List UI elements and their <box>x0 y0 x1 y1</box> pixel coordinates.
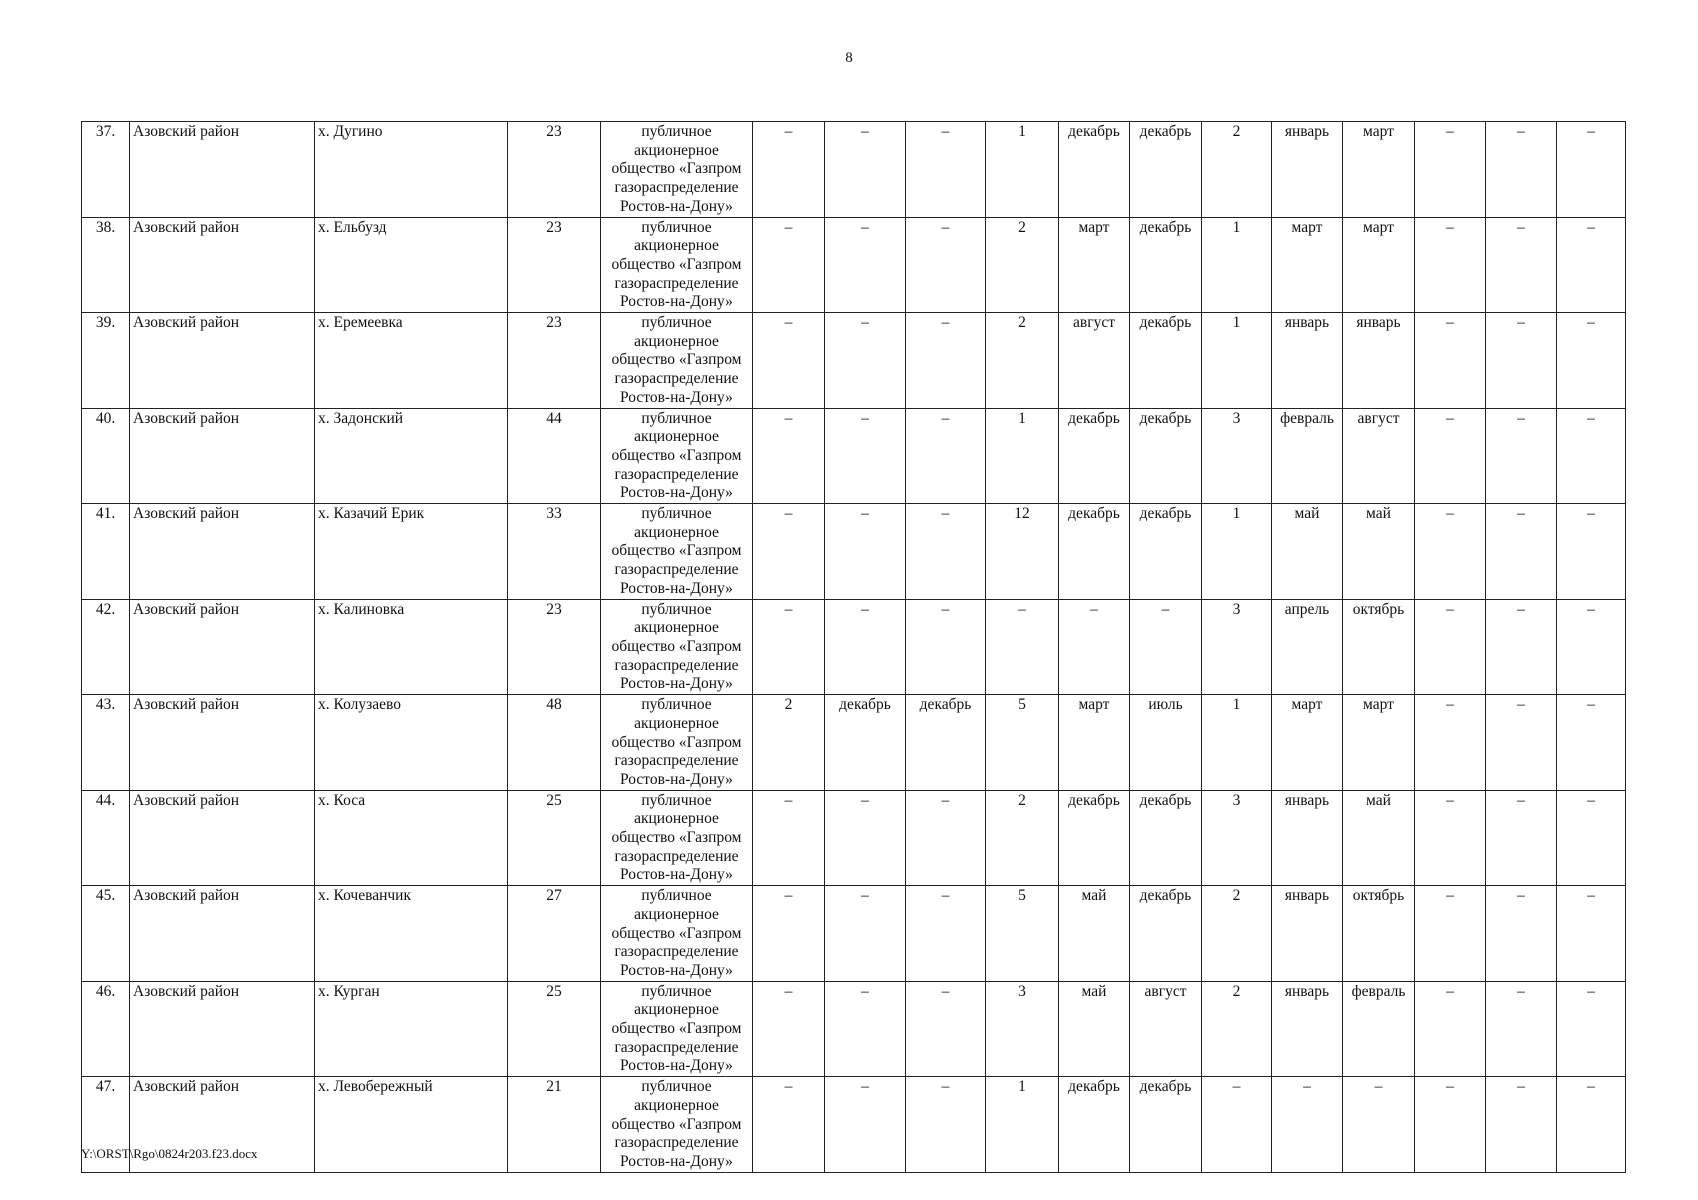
cell-district: Азовский район <box>130 217 315 313</box>
cell-a1: – <box>753 886 825 982</box>
cell-d1: – <box>1415 504 1486 600</box>
cell-b3: декабрь <box>1130 790 1202 886</box>
cell-b1: 2 <box>986 313 1059 409</box>
cell-c3: – <box>1343 1077 1415 1173</box>
cell-b2: август <box>1059 313 1130 409</box>
cell-district: Азовский район <box>130 122 315 218</box>
cell-c1: 1 <box>1202 217 1272 313</box>
cell-c2: январь <box>1272 122 1343 218</box>
table-row <box>82 886 1626 982</box>
cell-b2: декабрь <box>1059 408 1130 504</box>
cell-d1: – <box>1415 408 1486 504</box>
cell-d1: – <box>1415 981 1486 1077</box>
cell-a1: – <box>753 599 825 695</box>
cell-b1: – <box>986 599 1059 695</box>
cell-d2: – <box>1486 313 1557 409</box>
cell-d1: – <box>1415 1077 1486 1173</box>
cell-a1: – <box>753 217 825 313</box>
cell-a3: декабрь <box>906 695 986 791</box>
cell-c1: 2 <box>1202 122 1272 218</box>
cell-d3: – <box>1557 313 1626 409</box>
cell-d2: – <box>1486 217 1557 313</box>
cell-a2: – <box>825 599 906 695</box>
cell-a3: – <box>906 313 986 409</box>
cell-c3: май <box>1343 504 1415 600</box>
cell-b1: 5 <box>986 886 1059 982</box>
cell-locality: х. Колузаево <box>315 695 508 791</box>
cell-c3: октябрь <box>1343 599 1415 695</box>
cell-district: Азовский район <box>130 981 315 1077</box>
cell-d3: – <box>1557 981 1626 1077</box>
cell-b2: декабрь <box>1059 504 1130 600</box>
footer-file-path: Y:\ORST\Rgo\0824r203.f23.docx <box>81 1146 258 1161</box>
cell-c3: март <box>1343 217 1415 313</box>
cell-locality: х. Кочеванчик <box>315 886 508 982</box>
cell-c3: май <box>1343 790 1415 886</box>
cell-c3: март <box>1343 122 1415 218</box>
cell-organization: публичное акционерное общество «Газпром газораспределение Ростов-на-Дону» <box>601 217 753 313</box>
cell-b1: 12 <box>986 504 1059 600</box>
cell-c2: – <box>1272 1077 1343 1173</box>
cell-d3: – <box>1557 790 1626 886</box>
cell-c1: 3 <box>1202 408 1272 504</box>
cell-organization: публичное акционерное общество «Газпром газораспределение Ростов-на-Дону» <box>601 1077 753 1173</box>
cell-row-number: 44. <box>82 790 130 886</box>
cell-count: 23 <box>508 217 601 313</box>
cell-a1: – <box>753 790 825 886</box>
cell-count: 23 <box>508 313 601 409</box>
cell-a2: – <box>825 1077 906 1173</box>
cell-b3: декабрь <box>1130 408 1202 504</box>
cell-locality: х. Ельбузд <box>315 217 508 313</box>
cell-locality: х. Курган <box>315 981 508 1077</box>
table-row <box>82 695 1626 791</box>
cell-b3: декабрь <box>1130 1077 1202 1173</box>
cell-b1: 2 <box>986 217 1059 313</box>
cell-row-number: 38. <box>82 217 130 313</box>
cell-a3: – <box>906 408 986 504</box>
cell-d3: – <box>1557 599 1626 695</box>
cell-c1: 1 <box>1202 313 1272 409</box>
cell-b2: декабрь <box>1059 122 1130 218</box>
cell-district: Азовский район <box>130 504 315 600</box>
cell-b3: декабрь <box>1130 217 1202 313</box>
cell-d2: – <box>1486 504 1557 600</box>
cell-a2: – <box>825 122 906 218</box>
cell-locality: х. Казачий Ерик <box>315 504 508 600</box>
cell-b1: 2 <box>986 790 1059 886</box>
cell-a2: декабрь <box>825 695 906 791</box>
cell-d1: – <box>1415 790 1486 886</box>
cell-d3: – <box>1557 122 1626 218</box>
table-row <box>82 504 1626 600</box>
cell-c1: 1 <box>1202 695 1272 791</box>
cell-c2: март <box>1272 217 1343 313</box>
cell-d3: – <box>1557 408 1626 504</box>
cell-b2: март <box>1059 695 1130 791</box>
cell-d2: – <box>1486 886 1557 982</box>
cell-b2: декабрь <box>1059 1077 1130 1173</box>
cell-d3: – <box>1557 217 1626 313</box>
table-row <box>82 790 1626 886</box>
cell-district: Азовский район <box>130 313 315 409</box>
cell-locality: х. Задонский <box>315 408 508 504</box>
cell-c1: – <box>1202 1077 1272 1173</box>
cell-count: 27 <box>508 886 601 982</box>
cell-count: 25 <box>508 790 601 886</box>
cell-a3: – <box>906 981 986 1077</box>
cell-a1: – <box>753 122 825 218</box>
cell-c1: 1 <box>1202 504 1272 600</box>
cell-row-number: 37. <box>82 122 130 218</box>
cell-a2: – <box>825 408 906 504</box>
table-row <box>82 122 1626 218</box>
data-table <box>81 121 1626 1173</box>
cell-count: 33 <box>508 504 601 600</box>
cell-b2: март <box>1059 217 1130 313</box>
page-number: 8 <box>845 50 853 66</box>
cell-b1: 3 <box>986 981 1059 1077</box>
cell-organization: публичное акционерное общество «Газпром газораспределение Ростов-на-Дону» <box>601 408 753 504</box>
table-row <box>82 981 1626 1077</box>
cell-locality: х. Дугино <box>315 122 508 218</box>
cell-locality: х. Левобережный <box>315 1077 508 1173</box>
cell-row-number: 40. <box>82 408 130 504</box>
cell-organization: публичное акционерное общество «Газпром газораспределение Ростов-на-Дону» <box>601 695 753 791</box>
cell-locality: х. Еремеевка <box>315 313 508 409</box>
cell-b2: декабрь <box>1059 790 1130 886</box>
cell-district: Азовский район <box>130 408 315 504</box>
cell-d1: – <box>1415 313 1486 409</box>
cell-a1: – <box>753 1077 825 1173</box>
cell-organization: публичное акционерное общество «Газпром газораспределение Ростов-на-Дону» <box>601 122 753 218</box>
cell-count: 23 <box>508 122 601 218</box>
cell-district: Азовский район <box>130 695 315 791</box>
cell-a3: – <box>906 1077 986 1173</box>
cell-c3: январь <box>1343 313 1415 409</box>
cell-d1: – <box>1415 695 1486 791</box>
cell-a3: – <box>906 122 986 218</box>
cell-c3: август <box>1343 408 1415 504</box>
cell-organization: публичное акционерное общество «Газпром газораспределение Ростов-на-Дону» <box>601 504 753 600</box>
cell-locality: х. Калиновка <box>315 599 508 695</box>
cell-row-number: 43. <box>82 695 130 791</box>
cell-b1: 5 <box>986 695 1059 791</box>
cell-b2: май <box>1059 886 1130 982</box>
cell-a1: – <box>753 408 825 504</box>
cell-a2: – <box>825 217 906 313</box>
cell-d1: – <box>1415 599 1486 695</box>
cell-d2: – <box>1486 790 1557 886</box>
cell-b2: май <box>1059 981 1130 1077</box>
cell-d2: – <box>1486 122 1557 218</box>
cell-c3: октябрь <box>1343 886 1415 982</box>
cell-organization: публичное акционерное общество «Газпром газораспределение Ростов-на-Дону» <box>601 313 753 409</box>
cell-c2: январь <box>1272 790 1343 886</box>
cell-organization: публичное акционерное общество «Газпром газораспределение Ростов-на-Дону» <box>601 599 753 695</box>
cell-c1: 2 <box>1202 886 1272 982</box>
cell-a2: – <box>825 504 906 600</box>
cell-c2: март <box>1272 695 1343 791</box>
cell-b2: – <box>1059 599 1130 695</box>
cell-d2: – <box>1486 1077 1557 1173</box>
cell-d1: – <box>1415 886 1486 982</box>
cell-b3: декабрь <box>1130 122 1202 218</box>
cell-row-number: 42. <box>82 599 130 695</box>
table-row <box>82 599 1626 695</box>
cell-d2: – <box>1486 599 1557 695</box>
cell-c1: 2 <box>1202 981 1272 1077</box>
cell-a2: – <box>825 981 906 1077</box>
cell-b3: декабрь <box>1130 886 1202 982</box>
cell-a2: – <box>825 886 906 982</box>
cell-d2: – <box>1486 408 1557 504</box>
table-row <box>82 313 1626 409</box>
cell-a1: – <box>753 313 825 409</box>
cell-count: 44 <box>508 408 601 504</box>
cell-b1: 1 <box>986 408 1059 504</box>
cell-district: Азовский район <box>130 1077 315 1173</box>
cell-b3: июль <box>1130 695 1202 791</box>
cell-count: 23 <box>508 599 601 695</box>
cell-a3: – <box>906 504 986 600</box>
cell-d1: – <box>1415 217 1486 313</box>
cell-district: Азовский район <box>130 790 315 886</box>
cell-organization: публичное акционерное общество «Газпром газораспределение Ростов-на-Дону» <box>601 790 753 886</box>
cell-b3: декабрь <box>1130 313 1202 409</box>
cell-district: Азовский район <box>130 599 315 695</box>
cell-locality: х. Коса <box>315 790 508 886</box>
cell-a2: – <box>825 790 906 886</box>
cell-a3: – <box>906 599 986 695</box>
cell-row-number: 39. <box>82 313 130 409</box>
cell-c2: апрель <box>1272 599 1343 695</box>
cell-d2: – <box>1486 695 1557 791</box>
cell-b3: – <box>1130 599 1202 695</box>
cell-c2: январь <box>1272 886 1343 982</box>
table-row <box>82 217 1626 313</box>
cell-a3: – <box>906 790 986 886</box>
cell-row-number: 45. <box>82 886 130 982</box>
cell-d3: – <box>1557 1077 1626 1173</box>
cell-c1: 3 <box>1202 790 1272 886</box>
cell-b3: декабрь <box>1130 504 1202 600</box>
cell-organization: публичное акционерное общество «Газпром газораспределение Ростов-на-Дону» <box>601 981 753 1077</box>
cell-a1: – <box>753 504 825 600</box>
cell-b1: 1 <box>986 1077 1059 1173</box>
cell-b1: 1 <box>986 122 1059 218</box>
table-row <box>82 408 1626 504</box>
cell-count: 48 <box>508 695 601 791</box>
cell-c1: 3 <box>1202 599 1272 695</box>
cell-a2: – <box>825 313 906 409</box>
cell-a3: – <box>906 217 986 313</box>
cell-a3: – <box>906 886 986 982</box>
cell-d3: – <box>1557 504 1626 600</box>
cell-row-number: 41. <box>82 504 130 600</box>
cell-d3: – <box>1557 886 1626 982</box>
cell-a1: 2 <box>753 695 825 791</box>
cell-c2: февраль <box>1272 408 1343 504</box>
cell-row-number: 47. <box>82 1077 130 1173</box>
cell-c2: январь <box>1272 313 1343 409</box>
table-row <box>82 1077 1626 1173</box>
cell-d1: – <box>1415 122 1486 218</box>
cell-c2: январь <box>1272 981 1343 1077</box>
cell-count: 21 <box>508 1077 601 1173</box>
cell-a1: – <box>753 981 825 1077</box>
cell-b3: август <box>1130 981 1202 1077</box>
cell-c3: февраль <box>1343 981 1415 1077</box>
cell-count: 25 <box>508 981 601 1077</box>
cell-c3: март <box>1343 695 1415 791</box>
table-body <box>82 122 1626 1173</box>
cell-district: Азовский район <box>130 886 315 982</box>
cell-c2: май <box>1272 504 1343 600</box>
cell-row-number: 46. <box>82 981 130 1077</box>
cell-d2: – <box>1486 981 1557 1077</box>
cell-organization: публичное акционерное общество «Газпром газораспределение Ростов-на-Дону» <box>601 886 753 982</box>
cell-d3: – <box>1557 695 1626 791</box>
